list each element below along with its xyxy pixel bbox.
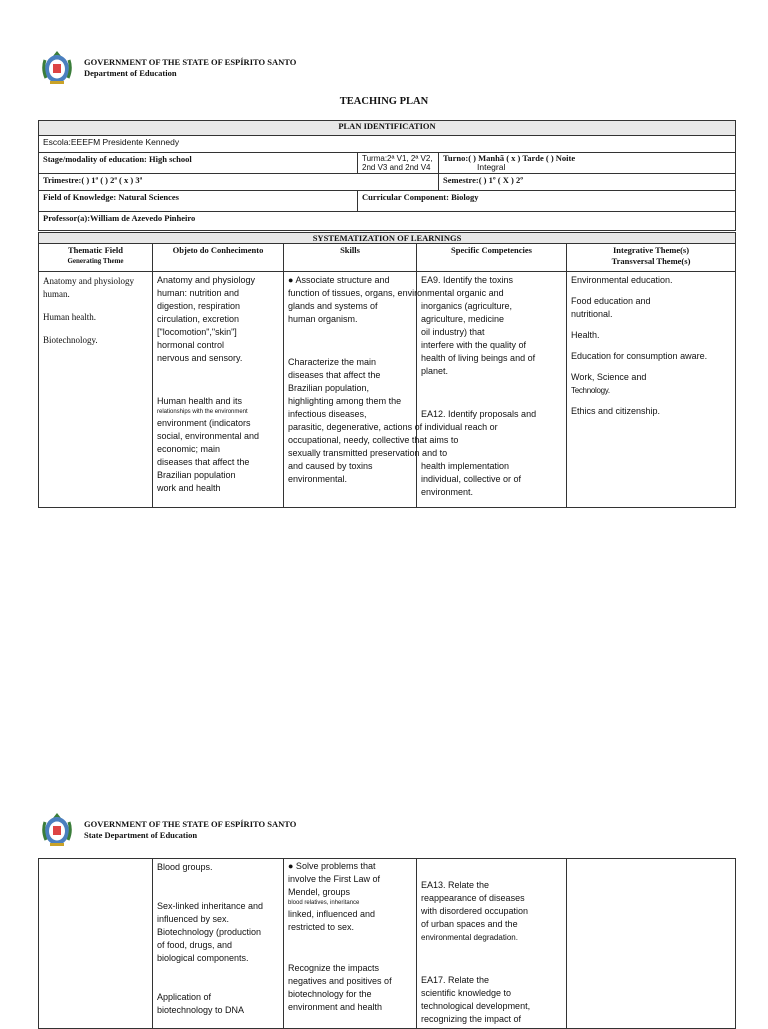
text-line: and caused by toxins bbox=[288, 461, 373, 471]
theme-item: Ethics and citizenship. bbox=[571, 406, 661, 416]
text-line: Recognize the impacts bbox=[288, 963, 380, 973]
text-line: work and health bbox=[157, 483, 221, 493]
theme-item: Environmental education. bbox=[571, 275, 673, 285]
thematic-item: Human health. bbox=[43, 312, 96, 322]
text-line: Application of bbox=[157, 992, 212, 1002]
text-line: Anatomy and physiology bbox=[157, 275, 256, 285]
text-line: recognizing the impact of bbox=[421, 1014, 522, 1024]
text-line: infectious diseases, bbox=[288, 409, 367, 419]
objeto-cell bbox=[153, 859, 284, 1029]
text-line: Brazilian population bbox=[157, 470, 236, 480]
integrative-cell-empty bbox=[567, 859, 736, 1029]
skills-cell bbox=[284, 859, 417, 1029]
column-integrative: Integrative Theme(s) Transversal Theme(s) bbox=[567, 244, 736, 272]
page1-header bbox=[42, 50, 296, 86]
text-line: parasitic, degenerative, actions of individual reach or bbox=[288, 422, 498, 432]
text-line: relationships with the environment bbox=[157, 409, 248, 415]
text-line: human organism. bbox=[288, 314, 358, 324]
text-line: EA17. Relate the bbox=[421, 975, 490, 985]
column-skills: Skills bbox=[284, 244, 417, 272]
thematic-cell-empty bbox=[39, 859, 153, 1029]
shift-integral: Integral bbox=[477, 162, 506, 172]
text-line: blood relatives, inheritance bbox=[288, 900, 360, 906]
text-line: Characterize the main bbox=[288, 357, 377, 367]
department-name: Department of Education bbox=[84, 68, 177, 78]
text-line: environment (indicators bbox=[157, 418, 251, 428]
text-line: social, environmental and bbox=[157, 431, 260, 441]
text-line: ● Associate structure and bbox=[288, 275, 390, 285]
text-line: diseases that affect the bbox=[157, 457, 250, 467]
text-line: agriculture, medicine bbox=[421, 314, 505, 324]
page2-header bbox=[42, 812, 296, 848]
government-name: GOVERNMENT OF THE STATE OF ESPÍRITO SANTO bbox=[84, 57, 297, 67]
text-line: environmental. bbox=[288, 474, 348, 484]
text-line: function of tissues, organs, environmental organic and bbox=[288, 288, 504, 298]
text-line: oil industry) that bbox=[421, 327, 485, 337]
plan-identification-table bbox=[38, 120, 736, 231]
text-line: technological development, bbox=[421, 1001, 531, 1011]
school-field: Escola:EEEFM Presidente Kennedy bbox=[39, 136, 736, 153]
professor-field: Professor(a):William de Azevedo Pinheiro bbox=[39, 212, 736, 231]
text-line: ["locomotion","skin"] bbox=[157, 327, 237, 337]
thematic-item: Anatomy and physiology human. bbox=[43, 276, 134, 299]
text-line: influenced by sex. bbox=[157, 914, 230, 924]
text-line: Sex-linked inheritance and bbox=[157, 901, 264, 911]
theme-item: Work, Science and bbox=[571, 372, 647, 382]
text-line: scientific knowledge to bbox=[421, 988, 512, 998]
stage-field: Stage/modality of education: High school bbox=[39, 153, 358, 174]
text-line: Biotechnology (production bbox=[157, 927, 262, 937]
theme-item: Health. bbox=[571, 330, 600, 340]
text-line: inorganics (agriculture, bbox=[421, 301, 513, 311]
competencies-cell bbox=[417, 272, 567, 508]
column-objeto: Objeto do Conhecimento bbox=[153, 244, 284, 272]
knowledge-field: Field of Knowledge: Natural Sciences bbox=[39, 191, 358, 212]
theme-item: Technology. bbox=[571, 386, 610, 395]
text-line: Blood groups. bbox=[157, 862, 213, 872]
text-line: circulation, excretion bbox=[157, 314, 240, 324]
text-line: of food, drugs, and bbox=[157, 940, 233, 950]
text-line: health of living beings and of bbox=[421, 353, 536, 363]
text-line: glands and systems of bbox=[288, 301, 378, 311]
text-line: biological components. bbox=[157, 953, 249, 963]
text-line: biotechnology for the bbox=[288, 989, 372, 999]
text-line: digestion, respiration bbox=[157, 301, 241, 311]
text-line: Human health and its bbox=[157, 396, 243, 406]
class-line-1: Turma:2ª V1, 2ª V2, bbox=[362, 154, 433, 163]
text-line: EA12. Identify proposals and bbox=[421, 409, 537, 419]
text-line: environment and health bbox=[288, 1002, 383, 1012]
text-line: Brazilian population, bbox=[288, 383, 370, 393]
semester-field: Semestre:( ) 1º ( X ) 2º bbox=[439, 174, 736, 191]
text-line: individual, collective or of bbox=[421, 474, 522, 484]
text-line: involve the First Law of bbox=[288, 874, 381, 884]
text-line: interfere with the quality of bbox=[421, 340, 527, 350]
text-line: of urban spaces and the bbox=[421, 919, 518, 929]
text-line: environment. bbox=[421, 487, 474, 497]
text-line: biotechnology to DNA bbox=[157, 1005, 245, 1015]
thematic-cell bbox=[39, 272, 153, 508]
plan-identification-heading: PLAN IDENTIFICATION bbox=[39, 121, 736, 136]
page-title: TEACHING PLAN bbox=[339, 96, 429, 107]
text-line: hormonal control bbox=[157, 340, 225, 350]
competencies-cell bbox=[417, 859, 567, 1029]
class-field bbox=[358, 153, 439, 174]
state-seal-icon bbox=[42, 812, 72, 848]
theme-item: Education for consumption aware. bbox=[571, 351, 708, 361]
text-line: nervous and sensory. bbox=[157, 353, 243, 363]
text-line: Mendel, groups bbox=[288, 887, 351, 897]
text-line: human: nutrition and bbox=[157, 288, 240, 298]
text-line: highlighting among them the bbox=[288, 396, 402, 406]
shift-field bbox=[439, 153, 736, 174]
text-line: sexually transmitted preservation and to bbox=[288, 448, 448, 458]
continuation-table bbox=[38, 858, 736, 1029]
thematic-item: Biotechnology. bbox=[43, 335, 98, 345]
column-thematic-field: Thematic Field Generating Theme bbox=[39, 244, 153, 272]
curricular-component-field: Curricular Component: Biology bbox=[358, 191, 736, 212]
integrative-cell bbox=[567, 272, 736, 508]
department-name: State Department of Education bbox=[84, 830, 198, 840]
systematization-heading: SYSTEMATIZATION OF LEARNINGS bbox=[39, 233, 736, 244]
text-line: restricted to sex. bbox=[288, 922, 355, 932]
text-line: planet. bbox=[421, 366, 449, 376]
text-line: EA9. Identify the toxins bbox=[421, 275, 514, 285]
text-line: occupational, needy, collective that aims to bbox=[288, 435, 459, 445]
text-line: health implementation bbox=[421, 461, 510, 471]
trimester-field: Trimestre:( ) 1ª ( ) 2ª ( x ) 3ª bbox=[39, 174, 439, 191]
objeto-cell bbox=[153, 272, 284, 508]
text-line: ● Solve problems that bbox=[288, 861, 376, 871]
shift-options: Turno:( ) Manhã ( x ) Tarde ( ) Noite bbox=[443, 153, 576, 163]
column-competencies: Specific Competencies bbox=[417, 244, 567, 272]
state-seal-icon bbox=[42, 50, 72, 86]
government-name: GOVERNMENT OF THE STATE OF ESPÍRITO SANTO bbox=[84, 819, 297, 829]
text-line: with disordered occupation bbox=[421, 906, 529, 916]
text-line: economic; main bbox=[157, 444, 221, 454]
systematization-table bbox=[38, 232, 736, 508]
text-line: diseases that affect the bbox=[288, 370, 381, 380]
text-line: linked, influenced and bbox=[288, 909, 376, 919]
class-line-2: 2nd V3 and 2nd V4 bbox=[362, 163, 431, 172]
text-line: negatives and positives of bbox=[288, 976, 392, 986]
text-line: EA13. Relate the bbox=[421, 880, 490, 890]
text-line: environmental degradation. bbox=[421, 933, 518, 942]
text-line: reappearance of diseases bbox=[421, 893, 525, 903]
theme-item: Food education and nutritional. bbox=[571, 296, 651, 319]
